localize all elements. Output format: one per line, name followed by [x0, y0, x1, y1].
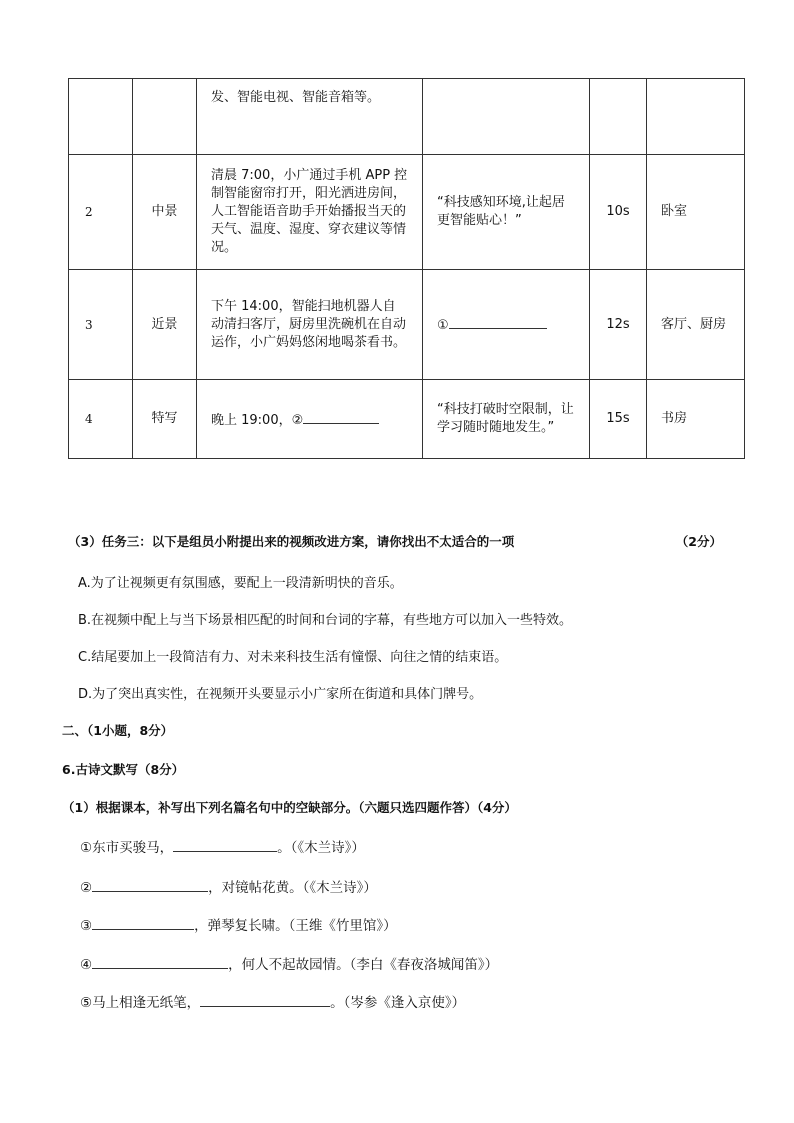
poem-line-2 — [80, 876, 377, 896]
answer-blank[interactable] — [173, 838, 277, 852]
poem-line-5 — [80, 991, 465, 1011]
scene-content: 发、智能电视、智能音箱等。 — [197, 79, 423, 155]
scene-line — [423, 79, 590, 155]
answer-blank[interactable] — [449, 314, 547, 329]
option-d[interactable]: D.为了突出真实性，在视频开头要显示小广家所在街道和具体门牌号。 — [78, 687, 483, 702]
option-a[interactable]: A.为了让视频更有氛围感，要配上一段清新明快的音乐。 — [78, 576, 403, 591]
question-title: 6.古诗文默写（8分） — [62, 762, 185, 777]
section-heading: 二、（1小题，8分） — [62, 723, 174, 738]
task3-text: （3）任务三：以下是组员小附提出来的视频改进方案，请你找出不太适合的一项 — [68, 534, 515, 549]
scene-location: 书房 — [647, 380, 745, 459]
poem-line-4 — [80, 953, 498, 973]
shot-number: 3 — [69, 270, 133, 380]
content-prefix: 晚上 19:00，② — [211, 412, 304, 428]
poem-text-after: 。（岑参《逢入京使》） — [330, 995, 466, 1011]
scene-duration: 12s — [590, 270, 647, 380]
poem-text-after: ，弹琴复长啸。（王维《竹里馆》） — [194, 918, 397, 934]
shot-size: 近景 — [133, 270, 197, 380]
poem-text-before: ④ — [80, 957, 93, 973]
scene-content: 清晨 7:00，小广通过手机 APP 控制智能窗帘打开，阳光洒进房间，人工智能语音助手开始播报当天的天气、温度、湿度、穿衣建议等情况。 — [197, 155, 423, 270]
option-b[interactable]: B.在视频中配上与当下场景相匹配的时间和台词的字幕，有些地方可以加入一些特效。 — [78, 613, 573, 628]
task3-score: （2分） — [675, 534, 722, 549]
poem-text-before: ①东市买骏马， — [80, 840, 174, 856]
answer-blank[interactable] — [303, 409, 379, 424]
scene-line-blank-cell — [423, 270, 590, 380]
storyboard-table — [68, 78, 745, 459]
answer-blank[interactable] — [92, 916, 194, 930]
scene-location: 卧室 — [647, 155, 745, 270]
table-row — [69, 380, 745, 459]
answer-blank[interactable] — [92, 955, 228, 969]
shot-size — [133, 79, 197, 155]
table-row — [69, 270, 745, 380]
task3-question — [68, 532, 744, 550]
poem-text-before: ③ — [80, 918, 93, 934]
question-instruction: （1）根据课本，补写出下列名篇名句中的空缺部分。（六题只选四题作答）（4分） — [62, 800, 517, 815]
scene-duration: 10s — [590, 155, 647, 270]
answer-blank[interactable] — [92, 878, 208, 892]
scene-line: “科技打破时空限制，让学习随时随地发生。” — [423, 380, 590, 459]
poem-text-after: ，对镜帖花黄。（《木兰诗》） — [208, 880, 377, 896]
poem-text-before: ② — [80, 880, 93, 896]
shot-number — [69, 79, 133, 155]
table-row — [69, 155, 745, 270]
scene-duration — [590, 79, 647, 155]
scene-location — [647, 79, 745, 155]
scene-duration: 15s — [590, 380, 647, 459]
table-row — [69, 79, 745, 155]
scene-line: “科技感知环境,让起居更智能贴心！” — [423, 155, 590, 270]
scene-location: 客厅、厨房 — [647, 270, 745, 380]
poem-text-after: 。（《木兰诗》） — [277, 840, 365, 856]
poem-text-before: ⑤马上相逢无纸笔， — [80, 995, 201, 1011]
shot-number: 4 — [69, 380, 133, 459]
shot-number: 2 — [69, 155, 133, 270]
shot-size: 中景 — [133, 155, 197, 270]
poem-text-after: ，何人不起故园情。（李白《春夜洛城闻笛》） — [228, 957, 499, 973]
poem-line-1 — [80, 836, 365, 856]
scene-content-blank-cell — [197, 380, 423, 459]
answer-blank[interactable] — [200, 993, 330, 1007]
blank-marker: ① — [437, 318, 449, 333]
option-c[interactable]: C.结尾要加上一段简洁有力、对未来科技生活有憧憬、向往之情的结束语。 — [78, 650, 508, 665]
shot-size: 特写 — [133, 380, 197, 459]
scene-content: 下午 14:00，智能扫地机器人自动清扫客厅，厨房里洗碗机在自动运作，小广妈妈悠闲地喝茶看书。 — [197, 270, 423, 380]
poem-line-3 — [80, 914, 397, 934]
